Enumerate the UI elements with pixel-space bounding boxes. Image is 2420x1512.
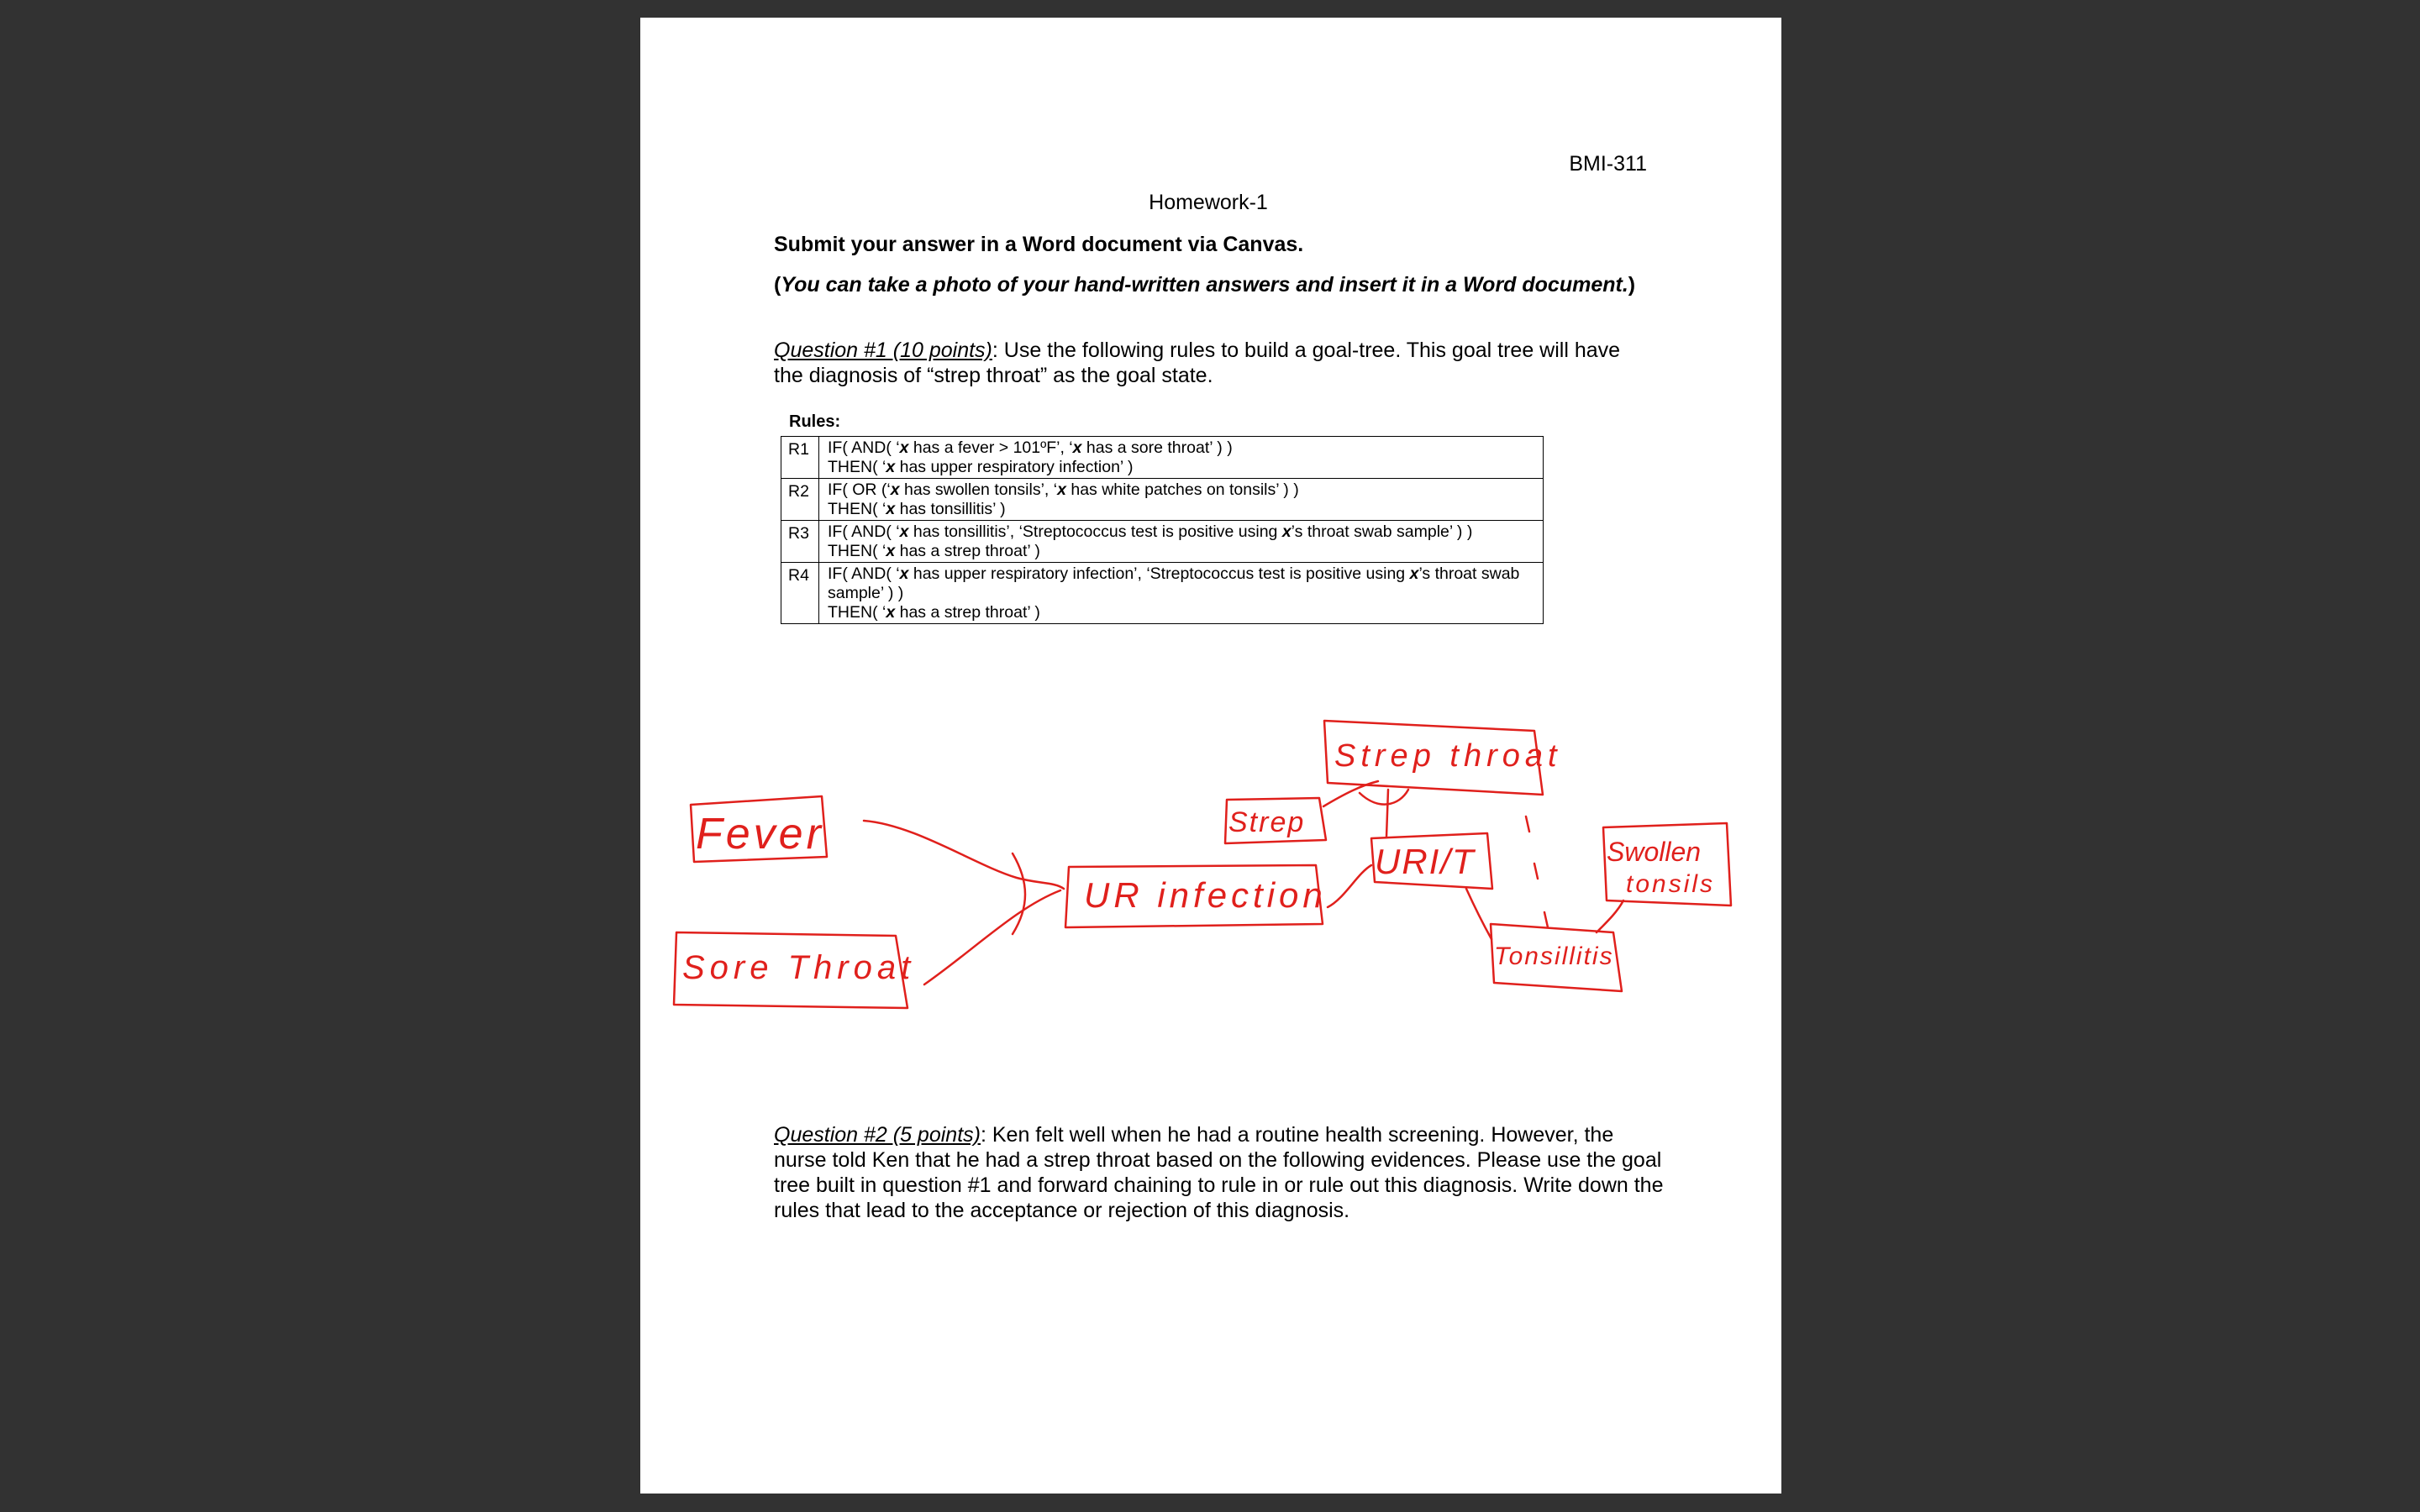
rule-if: IF( AND( ‘x has tonsillitis’, ‘Streptococcus test is positive using x’s throat swab sample’ ) ): [828, 522, 1473, 541]
dash-2: [1534, 864, 1538, 879]
rule-then: THEN( ‘x has a strep throat’ ): [828, 542, 1040, 560]
photo-instruction: (You can take a photo of your hand-written answers and insert it in a Word document.): [774, 273, 1636, 297]
rule-id: R1: [781, 437, 819, 479]
rule-if: IF( AND( ‘x has a fever > 101ºF’, ‘x has a sore throat’ ) ): [828, 438, 1233, 457]
question-1-label: Question #1 (10 points): [774, 339, 992, 362]
submit-instruction: Submit your answer in a Word document via Canvas.: [774, 233, 1304, 256]
tonsillitis-label: Tonsillitis: [1494, 942, 1614, 970]
urit-to-tonsillitis: [1466, 889, 1491, 939]
strep-throat-label: Strep throat: [1334, 738, 1562, 774]
ur-infection-label: UR infection: [1084, 875, 1327, 915]
tonsils-label: tonsils: [1626, 870, 1716, 898]
fever-link: [864, 821, 1064, 889]
rule-id: R3: [781, 521, 819, 563]
rule-id: R4: [781, 563, 819, 624]
rule-id: R2: [781, 479, 819, 521]
rule-then: THEN( ‘x has a strep throat’ ): [828, 603, 1040, 622]
swollen-label: Swollen: [1607, 837, 1702, 867]
rule-if: IF( AND( ‘x has upper respiratory infection’, ‘Streptococcus test is positive using x’s throat swab sample’ ) ): [828, 564, 1520, 602]
homework-title: Homework-1: [1149, 191, 1268, 214]
course-code: BMI-311: [1569, 152, 1647, 176]
urit-to-strep: [1386, 790, 1388, 837]
ur-to-urit: [1328, 865, 1371, 907]
and-arc-r3: [1360, 790, 1408, 805]
and-arc-r1: [1013, 853, 1025, 934]
rule-if: IF( OR (‘x has swollen tonsils’, ‘x has white patches on tonsils’ ) ): [828, 480, 1299, 499]
rule-then: THEN( ‘x has upper respiratory infection’ ): [828, 458, 1134, 476]
question-1-text: : Use the following rules to build a goal-tree. This goal tree will have the diagnosis of “strep throat” as the goal state.: [774, 339, 1621, 387]
tonsillitis-to-swollen: [1597, 900, 1623, 932]
uri-t-label: URI/T: [1375, 842, 1476, 881]
question-2-label: Question #2 (5 points): [774, 1123, 981, 1147]
dash-3: [1544, 912, 1548, 927]
rule-then: THEN( ‘x has tonsillitis’ ): [828, 500, 1006, 518]
sore-throat-link: [924, 890, 1060, 984]
sore-throat-label: Sore Throat: [682, 949, 916, 986]
question-2-text: : Ken felt well when he had a routine health screening. However, the nurse told Ken that he had a strep throat based on the following evidences. Please use the goal tree built in question #1 and forward chaining to rule in or rule out this diagnosis. Write down the rules that lead to the acceptance or rejection of this diagnosis.: [774, 1123, 1664, 1222]
rules-heading: Rules:: [789, 412, 841, 431]
strep-left-label: Strep: [1228, 806, 1306, 838]
fever-label: Fever: [696, 810, 824, 858]
dash-1: [1526, 816, 1529, 832]
